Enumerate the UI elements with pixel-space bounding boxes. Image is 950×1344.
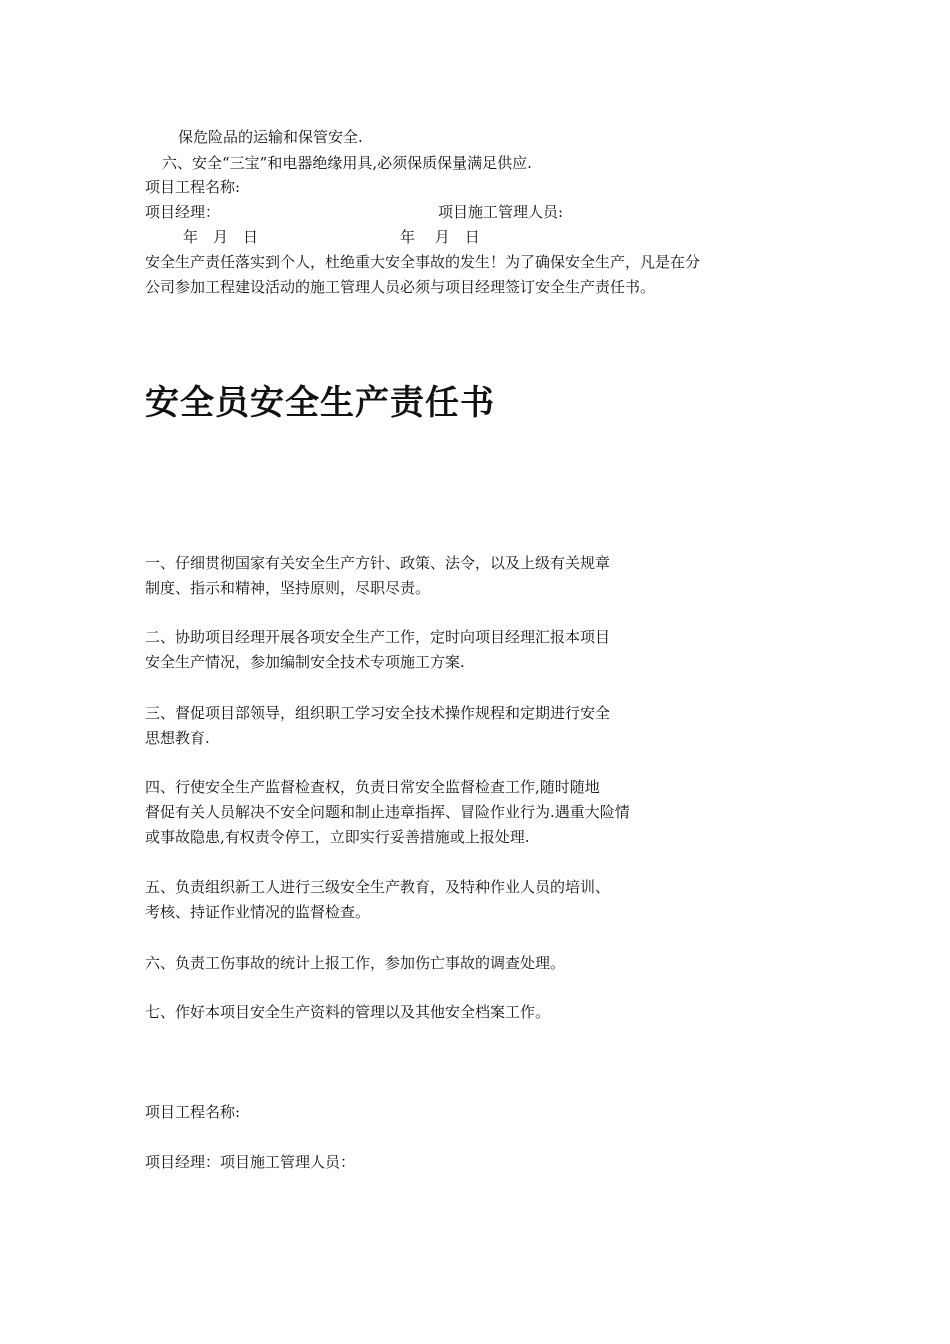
document-title: 安全员安全生产责任书 bbox=[145, 383, 495, 423]
intro-line: 安全生产责任落实到个人，杜绝重大安全事故的发生！为了确保安全生产，凡是在分 bbox=[145, 253, 701, 271]
clause-line: 或事故隐患,有权责令停工，立即实行妥善措施或上报处理. bbox=[145, 828, 530, 846]
footer-signatures: 项目经理：项目施工管理人员： bbox=[145, 1153, 356, 1171]
date-left: 年 月 日 bbox=[183, 228, 259, 246]
clause-line: 考核、持证作业情况的监督检查。 bbox=[145, 903, 371, 921]
clause-line: 思想教育. bbox=[145, 729, 210, 747]
clause-line: 一、仔细贯彻国家有关安全生产方针、政策、法令，以及上级有关规章 bbox=[145, 554, 611, 572]
clause-line: 六、负责工伤事故的统计上报工作，参加伤亡事故的调查处理。 bbox=[145, 954, 566, 972]
clause-line: 制度、指示和精神，坚持原则，尽职尽责。 bbox=[145, 579, 431, 597]
item-six-line: 六、安全“三宝”和电器绝缘用具,必须保质保量满足供应. bbox=[162, 154, 532, 172]
project-staff-label: 项目施工管理人员: bbox=[438, 203, 564, 221]
project-name-label: 项目工程名称: bbox=[145, 178, 241, 196]
clause-line: 二、协助项目经理开展各项安全生产工作，定时向项目经理汇报本项目 bbox=[145, 628, 611, 646]
clause-line: 五、负责组织新工人进行三级安全生产教育，及特种作业人员的培训、 bbox=[145, 878, 611, 896]
clause-line: 安全生产情况，参加编制安全技术专项施工方案. bbox=[145, 653, 465, 671]
clause-line: 三、督促项目部领导，组织职工学习安全技术操作规程和定期进行安全 bbox=[145, 704, 611, 722]
continued-text-line: 保危险品的运输和保管安全. bbox=[178, 128, 363, 146]
date-right: 年 月 日 bbox=[400, 228, 480, 246]
project-manager-label: 项目经理： bbox=[145, 203, 221, 221]
intro-line: 公司参加工程建设活动的施工管理人员必须与项目经理签订安全生产责任书。 bbox=[145, 278, 656, 296]
clause-line: 督促有关人员解决不安全问题和制止违章指挥、冒险作业行为.遇重大险情 bbox=[145, 803, 630, 821]
footer-project-name-label: 项目工程名称: bbox=[145, 1103, 241, 1121]
clause-line: 七、作好本项目安全生产资料的管理以及其他安全档案工作。 bbox=[145, 1003, 551, 1021]
clause-line: 四、行使安全生产监督检查权，负责日常安全监督检查工作,随时随地 bbox=[145, 778, 600, 796]
